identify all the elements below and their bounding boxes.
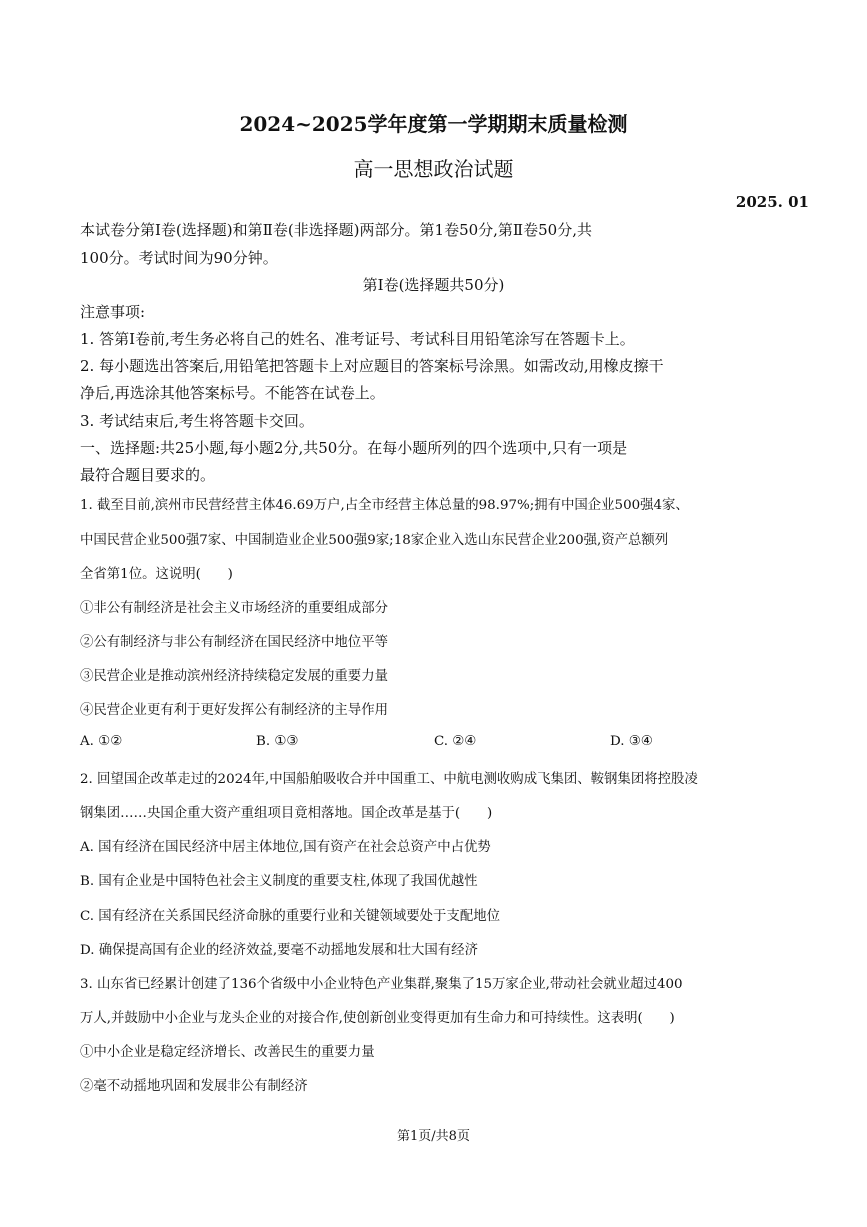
question-3-line-2: 万人,并鼓励中小企业与龙头企业的对接合作,使创新创业变得更加有生命力和可持续性。这表明( ) xyxy=(80,1011,675,1026)
exam-title: 2024~2025学年度第一学期期末质量检测 xyxy=(239,112,628,136)
question-1-option-a: A. ①② xyxy=(80,734,123,749)
section1-instruction-line-2: 最符合题目要求的。 xyxy=(80,466,216,484)
question-1-option-d: D. ③④ xyxy=(610,734,653,749)
intro-line-2: 100分。考试时间为90分钟。 xyxy=(80,249,278,267)
question-1-statement-2: ②公有制经济与非公有制经济在国民经济中地位平等 xyxy=(80,635,388,650)
section1-instruction-line-1: 一、选择题:共25小题,每小题2分,共50分。在每小题所列的四个选项中,只有一项是 xyxy=(80,439,628,457)
question-1-option-c: C. ②④ xyxy=(434,734,477,749)
exam-date: 2025. 01 xyxy=(735,193,809,211)
notes-item-2-line-1: 2. 每小题选出答案后,用铅笔把答题卡上对应题目的答案标号涂黑。如需改动,用橡皮擦干 xyxy=(80,357,664,375)
exam-subtitle: 高一思想政治试题 xyxy=(353,157,514,181)
notes-item-3: 3. 考试结束后,考生将答题卡交回。 xyxy=(80,412,314,430)
question-1-line-3: 全省第1位。这说明( ) xyxy=(80,567,233,582)
intro-line-1: 本试卷分第Ⅰ卷(选择题)和第Ⅱ卷(非选择题)两部分。第1卷50分,第Ⅱ卷50分,共 xyxy=(80,221,592,239)
question-3-statement-1: ①中小企业是稳定经济增长、改善民生的重要力量 xyxy=(80,1045,375,1060)
question-3-statement-2: ②毫不动摇地巩固和发展非公有制经济 xyxy=(80,1079,308,1094)
question-1-statement-4: ④民营企业更有利于更好发挥公有制经济的主导作用 xyxy=(80,703,388,718)
section-title: 第Ⅰ卷(选择题共50分) xyxy=(362,276,505,294)
question-1-option-b: B. ①③ xyxy=(256,734,299,749)
question-2-option-a: A. 国有经济在国民经济中居主体地位,国有资产在社会总资产中占优势 xyxy=(80,840,491,855)
notes-item-2-line-2: 净后,再选涂其他答案标号。不能答在试卷上。 xyxy=(80,384,385,402)
question-2-option-b: B. 国有企业是中国特色社会主义制度的重要支柱,体现了我国优越性 xyxy=(80,874,478,889)
question-1-line-1: 1. 截至目前,滨州市民营经营主体46.69万户,占全市经营主体总量的98.97%;拥有中国企业500强4家、 xyxy=(80,498,689,513)
question-1-statement-1: ①非公有制经济是社会主义市场经济的重要组成部分 xyxy=(80,601,388,616)
notes-heading: 注意事项: xyxy=(80,303,146,321)
question-2-line-2: 钢集团……央国企重大资产重组项目竟相落地。国企改革是基于( ) xyxy=(80,806,493,821)
question-1-line-2: 中国民营企业500强7家、中国制造业企业500强9家;18家企业入选山东民营企业200强,资产总额列 xyxy=(80,533,669,548)
notes-item-1: 1. 答第I卷前,考生务必将自己的姓名、准考证号、考试科目用铅笔涂写在答题卡上。 xyxy=(80,330,635,348)
question-2-line-1: 2. 回望国企改革走过的2024年,中国船舶吸收合并中国重工、中航电测收购成飞集团、鞍钢集团将控股凌 xyxy=(80,772,698,787)
question-2-option-c: C. 国有经济在关系国民经济命脉的重要行业和关键领域要处于支配地位 xyxy=(80,909,500,924)
question-2-option-d: D. 确保提高国有企业的经济效益,要毫不动摇地发展和壮大国有经济 xyxy=(80,943,478,958)
page-number: 第1页/共8页 xyxy=(397,1129,470,1144)
question-3-line-1: 3. 山东省已经累计创建了136个省级中小企业特色产业集群,聚集了15万家企业,带动社会就业超过400 xyxy=(80,977,683,992)
question-1-statement-3: ③民营企业是推动滨州经济持续稳定发展的重要力量 xyxy=(80,669,388,684)
